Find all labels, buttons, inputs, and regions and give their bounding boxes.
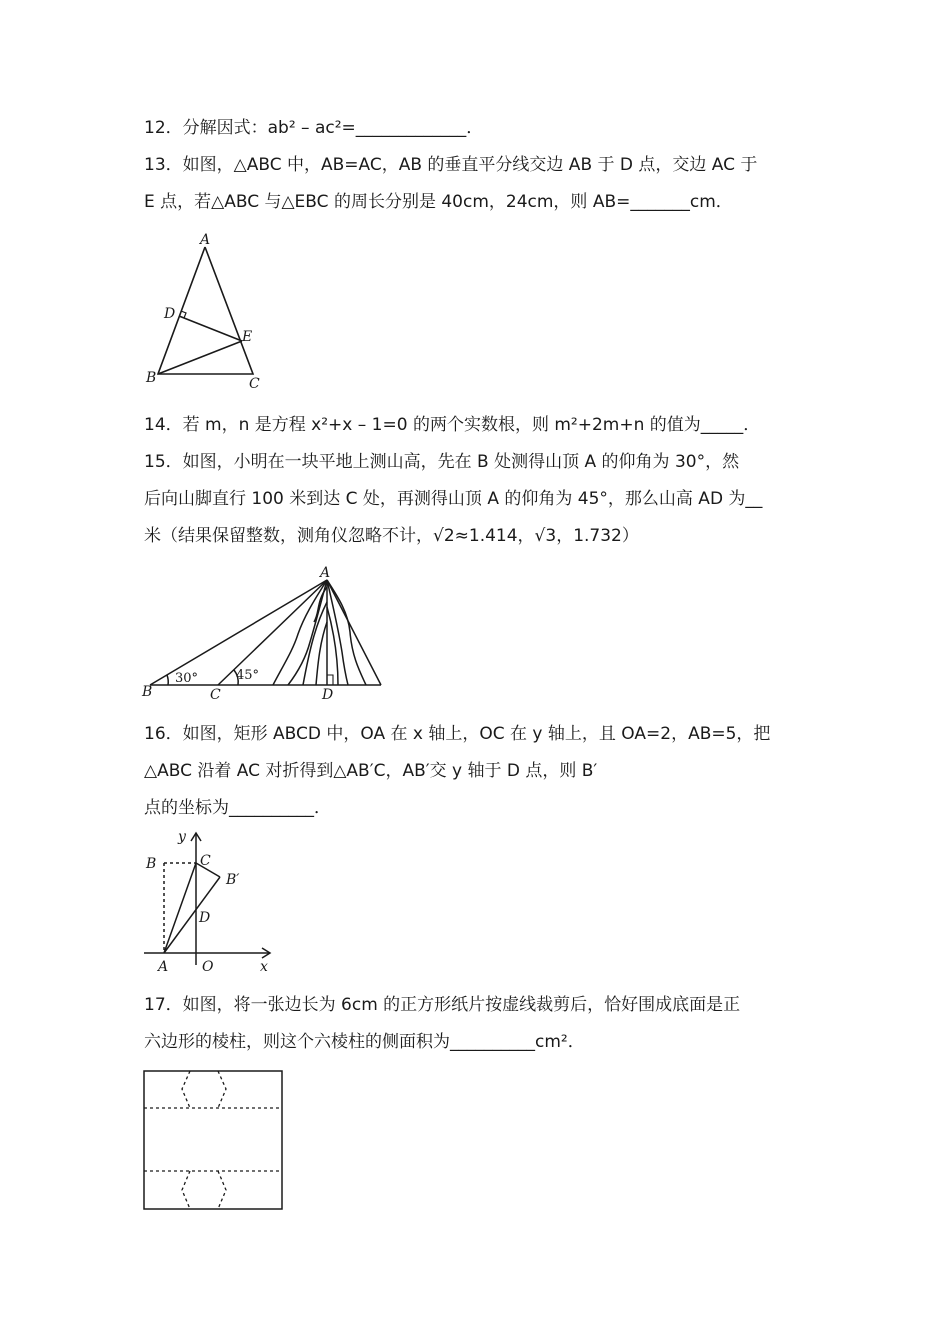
q15-angle-c: 45° xyxy=(236,668,260,683)
q16-label-b: B xyxy=(146,856,157,872)
q13-triangle-figure xyxy=(138,230,278,395)
q16-label-x: x xyxy=(260,959,268,975)
q16-label-y: y xyxy=(178,829,186,845)
q15-line2: 后向山脚直行 100 米到达 C 处，再测得山顶 A 的仰角为 45°，那么山高 AD 为__ xyxy=(144,489,763,509)
q15-label-c: C xyxy=(210,687,221,703)
q13-line1: 13．如图，△ABC 中，AB=AC，AB 的垂直平分线交边 AB 于 D 点，交边 AC 于 xyxy=(144,155,758,175)
q12-text: 12．分解因式：ab² – ac²=_____________． xyxy=(144,118,484,138)
q16-line2: △ABC 沿着 AC 对折得到△AB′C，AB′交 y 轴于 D 点，则 B′ xyxy=(144,761,598,781)
q16-coordinate-figure xyxy=(138,825,278,977)
q15-angle-b: 30° xyxy=(175,671,199,686)
q13-label-b: B xyxy=(146,370,157,386)
q15-mountain-figure xyxy=(138,562,388,704)
q15-line1: 15．如图，小明在一块平地上测山高，先在 B 处测得山顶 A 的仰角为 30°，然 xyxy=(144,452,740,472)
q13-label-e: E xyxy=(242,329,253,345)
q16-line3: 点的坐标为__________． xyxy=(144,798,331,818)
q16-label-b-prime: B′ xyxy=(226,872,240,888)
q17-line2: 六边形的棱柱，则这个六棱柱的侧面积为__________cm²． xyxy=(144,1032,585,1052)
q16-label-d: D xyxy=(199,910,211,926)
q17-line1: 17．如图，将一张边长为 6cm 的正方形纸片按虚线裁剪后，恰好围成底面是正 xyxy=(144,995,741,1015)
q16-label-c: C xyxy=(200,853,211,869)
q16-label-a: A xyxy=(158,959,169,975)
q16-line1: 16．如图，矩形 ABCD 中，OA 在 x 轴上，OC 在 y 轴上，且 OA=2，AB=5，把 xyxy=(144,724,771,744)
q15-label-d: D xyxy=(322,687,334,703)
q13-label-c: C xyxy=(249,376,260,392)
q15-label-a: A xyxy=(320,565,331,581)
q15-label-b: B xyxy=(142,684,153,700)
q16-label-o: O xyxy=(202,959,214,975)
q13-label-d: D xyxy=(164,306,176,322)
q17-square-paper-figure xyxy=(138,1065,288,1215)
q13-line2: E 点，若△ABC 与△EBC 的周长分别是 40cm，24cm，则 AB=_______cm． xyxy=(144,192,733,212)
q13-label-a: A xyxy=(200,232,211,248)
q15-line3: 米（结果保留整数，测角仪忽略不计，√2≈1.414，√3，1.732） xyxy=(144,526,639,546)
q14-text: 14．若 m，n 是方程 x²+x – 1=0 的两个实数根，则 m²+2m+n 的值为_____． xyxy=(144,415,761,435)
